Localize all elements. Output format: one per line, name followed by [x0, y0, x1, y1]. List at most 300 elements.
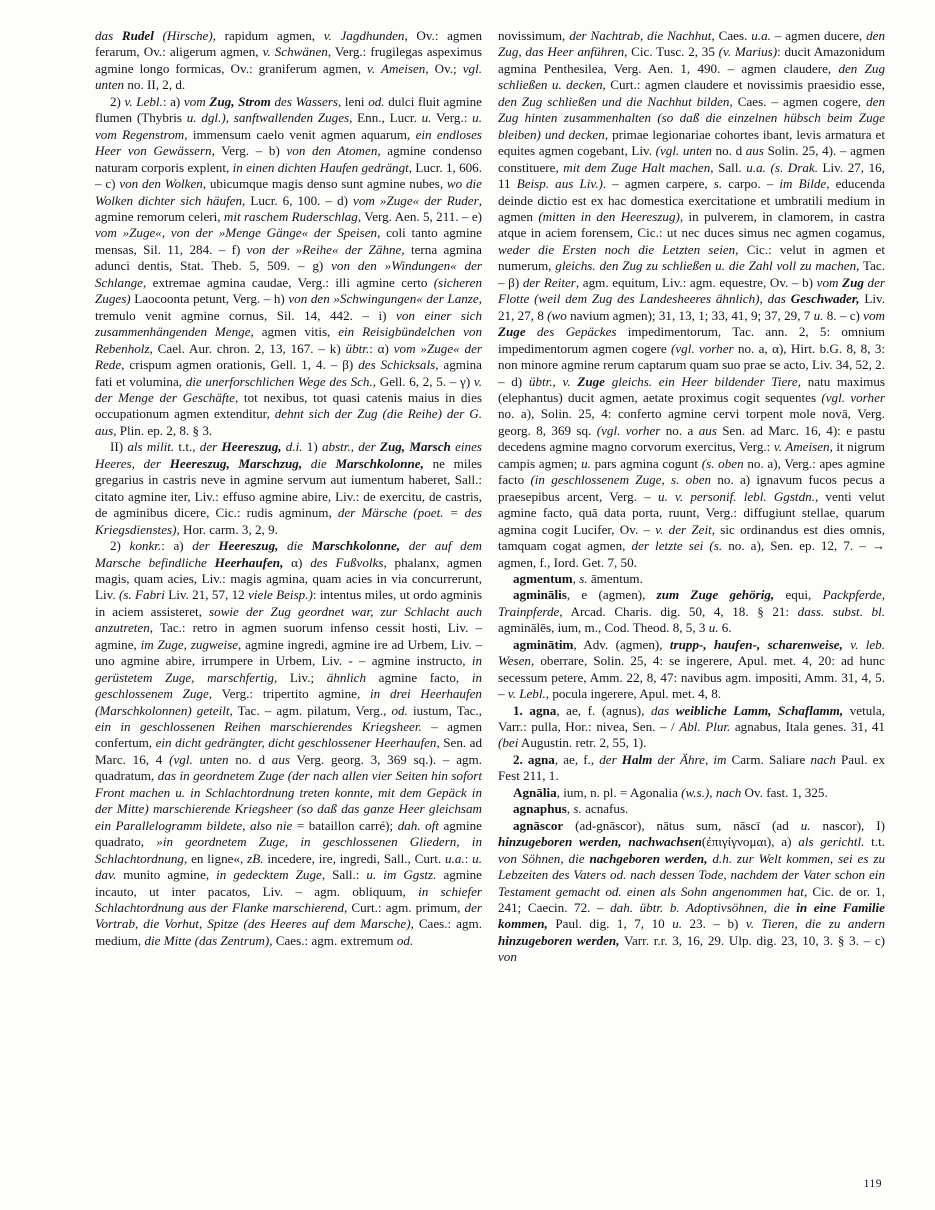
text-segment: Zuge [577, 373, 605, 389]
text-segment: konkr. [129, 538, 162, 554]
text-segment: von den Atomen [286, 143, 378, 159]
text-segment: in drei Heerhaufen (Marschkolonnen) geteilt [95, 686, 482, 718]
text-segment: ein endloses Heer von Gewässern [95, 126, 482, 159]
right-column [498, 28, 885, 966]
text-segment: no. II, 2, d. [124, 77, 186, 93]
text-segment: , Sall. [710, 159, 747, 175]
text-segment: , agmine remorum celeri, [95, 192, 482, 224]
text-segment: u. im Ggstz. [366, 867, 437, 883]
text-segment: Carm. Saliare [726, 751, 811, 767]
text-segment: aus [271, 751, 290, 767]
text-segment: , agmen vitis, [250, 324, 339, 340]
text-segment: Geschwader, [790, 291, 860, 307]
text-segment: , Curt.: agmen claudere et novissimis praesidio esse, [602, 77, 885, 93]
paragraph [498, 801, 885, 817]
text-segment: (in geschlossenem Zuge, s. oben [530, 472, 712, 488]
text-segment: u. [672, 916, 683, 932]
text-segment: , Gell. 6, 2, 5. – γ) [372, 373, 474, 389]
text-segment: , Caes.: agm. extremum [269, 932, 397, 948]
text-segment: als milit. [127, 439, 175, 455]
text-segment: v. Ameisen [367, 60, 426, 76]
text-segment: 8. – c) [823, 307, 864, 323]
text-segment: übtr. [345, 340, 370, 356]
text-segment: agmine facto, [366, 669, 472, 685]
text-segment: aus [698, 422, 717, 438]
text-segment: – agmen confertum, [95, 719, 482, 751]
text-segment: wo die Wolken dichter sich häufen [95, 176, 482, 208]
text-segment: t.t. [864, 834, 886, 850]
text-segment: mit raschem Ruderschlag [223, 208, 358, 224]
text-segment: von den Wolken [119, 176, 203, 192]
text-segment: Agnālia [513, 784, 557, 800]
text-segment: dehnt sich der Zug (die Reihe) der G. aus [95, 406, 483, 438]
text-segment: Heerhaufen, [214, 554, 284, 570]
text-segment: von einer sich zusammenhängenden Menge [95, 307, 483, 340]
text-segment: , Curt.: agm. primum, [344, 900, 465, 916]
text-segment: α) [283, 554, 311, 570]
text-segment: u. [421, 110, 432, 126]
text-segment: die Mitte (das Zentrum) [144, 932, 270, 948]
text-segment: , venti velut agmine facto, quā data porta, ruunt, Verg.: diffugiunt stellae, quarum agmina cogit Lucifer, Ov. – [498, 488, 885, 537]
text-segment: aus [745, 143, 764, 159]
text-segment: zum Zuge gehörig, [656, 587, 775, 603]
text-segment: v. Schwänen [262, 44, 328, 60]
text-segment: Ov. fast. 1, 325. [741, 784, 828, 800]
text-segment: no. d [228, 751, 272, 767]
text-segment: – agmen ducere, [770, 28, 867, 43]
text-segment: Verg.: [431, 110, 473, 126]
text-segment: Paul. ex Fest 211, 1. [498, 751, 885, 784]
text-segment: den Zug schließen und die Nachhut bilden [498, 93, 730, 109]
text-segment: , Sall.: [321, 867, 367, 883]
text-segment: der [192, 538, 219, 554]
text-segment: , agm. equitum, Liv.: agm. equestre, Ov. – b) [575, 274, 817, 290]
text-segment: no. a) ignavum fucos pecus a praesepibus arcent, Verg. – [498, 472, 885, 504]
text-segment: equi, [774, 587, 823, 603]
text-segment: Sen. ad Marc. 16, 4): e pastu decedens agmine magno corvorum exercitus, Verg.: [498, 422, 886, 455]
text-segment: iustum, Tac., [407, 702, 482, 718]
text-segment: v. der Zeit [655, 521, 712, 537]
text-segment: , Ov.; [425, 60, 463, 76]
text-segment: , [572, 570, 580, 586]
text-segment: Packpferde, Trainpferde [498, 587, 885, 619]
text-segment: u. dgl.) [186, 110, 226, 126]
text-segment: dah. oft [397, 817, 439, 833]
text-segment: 23. – b) [682, 916, 746, 932]
text-segment: von Söhnen, die [498, 850, 590, 866]
text-segment: von [498, 949, 517, 965]
text-segment: v. Jagdhunden [323, 28, 405, 43]
text-segment: sowie der Zug geordnet war, zur Schlacht auch anzutreten [95, 603, 482, 636]
text-segment: hinzugeboren werden, [498, 932, 620, 948]
text-segment: acnafus. [581, 801, 629, 817]
text-segment: , Lucr. 6, 100. – d) [242, 192, 354, 208]
text-segment: , natu maximus (elephantus) ducit agmen, aetate proximus cogit sequentes [498, 373, 885, 405]
text-segment: gleichs. den Zug zu schließen u. die Zahl voll zu machen [555, 258, 857, 274]
text-segment: , in pulverem, in clamorem, in castra atque in aciem forensem, Cic.: ut nec duces simus nec agmen cogamus, [498, 208, 885, 241]
text-segment: Liv. 21, 27, 8 [498, 291, 885, 323]
text-segment: u.a. (s. Drak. [746, 159, 818, 175]
text-segment: (ad-gnāscor), nātus sum, nāscī (ad [563, 817, 801, 833]
text-segment: : intentus miles, ut ordo agminis in aciem assisteret, [95, 587, 482, 619]
text-segment: munito agmine, [116, 867, 217, 883]
text-segment: u. [813, 307, 824, 323]
text-segment: 2. agna [513, 751, 555, 767]
text-segment: (vgl. unten [169, 751, 229, 767]
text-segment: des Fußvolks [310, 554, 384, 570]
text-segment: hinzugeboren werden, nachwachsen [498, 834, 702, 850]
text-segment: agmine incauto, ut inter pacatos, Liv. – agm. obliquum, [95, 867, 482, 899]
paragraph [498, 752, 885, 785]
text-segment: der Ähre, im [652, 751, 727, 767]
text-segment: , pocula ingerere, Apul. met. 4, 8. [545, 686, 722, 702]
text-segment: den Zug schließen u. decken [498, 60, 885, 93]
text-segment: , Tac. – β) [498, 258, 886, 290]
text-segment: Paul. dig. 1, 7, 10 [547, 916, 673, 932]
paragraph [498, 818, 885, 966]
text-segment: abstr., der [321, 439, 380, 455]
text-segment: sanftwallenden Zuges [233, 110, 350, 126]
text-segment: den Zug, das Heer anführen [498, 28, 885, 60]
text-segment: , coli tanto agmine mensas, Sil. 11, 284. – f) [95, 225, 482, 257]
text-segment: pars agmina cogunt [590, 455, 702, 471]
text-segment: , immensum caelo venit agmen aquarum, [184, 126, 416, 142]
text-segment: , crispum agmen orationis, Gell. 1, 4. – β) [121, 357, 359, 373]
text-segment: , agmine condenso naturam corporis explent, [95, 143, 482, 175]
text-segment: Zug [842, 274, 864, 290]
text-segment: agmine quadrato, [95, 817, 482, 850]
text-segment: , extremae agmina caudae, Verg.: illi agmine certo [143, 274, 434, 290]
text-segment: , Plin. ep. 2, 8. § 3. [113, 422, 213, 438]
text-segment: agnaphus [513, 801, 567, 817]
text-segment: dulci fluit agmine flumen (Thybris [95, 93, 482, 126]
text-segment: in einen dichten Haufen gedrängt [232, 159, 409, 175]
text-segment: , Ov.: agmen ferarum, Ov.: aligerum agmen, [95, 28, 483, 60]
text-segment: , Arcad. Charis. dig. 50, 4, 18. § 21: [559, 603, 798, 619]
text-segment: (v. Marius) [718, 44, 778, 60]
text-segment: , Enn., Lucr. [349, 110, 422, 126]
text-segment: , sic ordinandus est dies omnis, tamquam cogat agmen, [498, 521, 886, 554]
text-segment: , ubicumque magis denso sunt agmine nubes, [202, 176, 447, 192]
text-segment: , tot nexibus, tot quasi catenis maius in dies occupationum agmen extenditur, [95, 389, 482, 422]
text-segment: im Zuge, zugweise [140, 636, 239, 652]
text-segment: übtr., v. [528, 373, 578, 389]
text-segment: v. Lebl. [124, 93, 163, 109]
text-segment: den Zug hinten zusammenhalten (so daß die einzelnen hübsch beim Zuge bleiben) und decken [498, 93, 885, 142]
text-segment: in eine Familie kommen, [498, 900, 885, 932]
text-segment: , Cael. Aur. chron. 2, 13, 167. – k) [149, 340, 346, 356]
text-segment: 1) [302, 439, 322, 455]
text-segment: , Sen. ad Marc. 16, 4 [95, 735, 483, 767]
text-segment: (sicheren Zuges) [95, 274, 482, 307]
text-segment: Liv. 27, 16, 11 [498, 159, 885, 192]
text-segment: (ἐπιγίγνομαι), a) [701, 834, 799, 850]
text-segment: od. [368, 93, 385, 109]
text-segment: Beisp. aus Liv.) [516, 176, 603, 192]
text-segment: Heereszug, Marschzug, [169, 455, 303, 471]
text-segment: u. [800, 817, 811, 833]
text-segment: od. [396, 932, 414, 948]
text-segment: dah. übtr. b. Adoptivsöhnen, die [610, 900, 797, 916]
text-segment: zB. [247, 850, 264, 866]
text-segment: Rudel [121, 28, 154, 43]
text-segment: »in geordnetem Zuge, in geschlossenen Gliedern, in Schlachtordnung [95, 834, 482, 866]
text-segment: , Liv.; [274, 669, 327, 685]
text-segment: , oberrare, Solin. 25, 4: se ingerere, Apul. met. 4, 20: ad hunc secessum petere, Amm. 22, 8, 47: navibus agm. impositi, Amm. 31, 4, 5. – [498, 653, 885, 702]
text-segment: 6. [718, 620, 732, 636]
text-segment: dass. subst. bl. [797, 603, 885, 619]
text-segment: , ium, n. pl. = Agonalia [556, 784, 682, 800]
text-segment: Abl. Plur. [679, 719, 731, 735]
text-segment: vom [183, 93, 210, 109]
text-segment: ne miles gregarius in castris neve in agmine servum aut iumentum haberet, Sall.: citato agmine iter, Liv.: effuso agmine abire, Liv.: de exercitu, de castris, de agminibus dicere, Cic.: rudis agminum, [95, 455, 482, 521]
text-segment: no. a), Sen. ep. 12, 7. – → agmen, f., Iord. Get. 7, 50. [498, 538, 886, 570]
paragraph [95, 439, 482, 538]
text-segment: vgl. unten [95, 60, 482, 93]
text-segment: von den »Windungen« der Schlange [95, 258, 482, 290]
text-segment: u. v. personif. lebl. Ggstdn. [657, 488, 815, 504]
text-segment: Solin. 25, 4). – agmen constituere, [498, 143, 885, 175]
text-segment: , [225, 110, 234, 126]
text-segment: (vgl. vorher [596, 422, 661, 438]
paragraph [498, 587, 885, 636]
text-segment: ein Reisigbündelchen von Rebenholz [95, 324, 483, 356]
text-segment: Heereszug, [221, 439, 282, 455]
text-segment: , agmine ingredi, agmine ire ad Urbem, Liv. – uno agmine abire, irrumpere in Urbem, Liv. - – agmine instructo, [95, 636, 483, 669]
text-segment: eines Heeres, der [95, 439, 482, 471]
text-segment: novissimum, [498, 28, 570, 43]
text-segment: impedimentorum, Tac. ann. 2, 5: omnium impedimentorum agmen cogere [498, 324, 885, 356]
text-segment: die unerforschlichen Wege des Sch. [185, 373, 373, 389]
text-segment: v. Ameisen [773, 439, 830, 455]
text-segment: no. d [711, 143, 746, 159]
text-segment: das in geordnetem Zuge (der nach allen vier Seiten hin sofort Front machen u. in Schlachtordnung treten konnte, mit dem Gepäck in der Mitte) marschierende Kriegsheer (so daß das ganze Heer gleichsam ein Parallelogramm bildete, also nie [95, 768, 482, 833]
text-segment: Zug, Strom [209, 93, 271, 109]
text-segment: trupp-, haufen-, scharenweise, [669, 636, 843, 652]
text-segment: u.a. [445, 850, 465, 866]
text-segment: weder die Ersten noch die Letzten seien [498, 241, 736, 257]
text-segment: des Gepäckes [525, 324, 617, 340]
text-segment: der Märsche (poet. = des Kriegsdienstes) [95, 505, 482, 537]
text-segment: , Caes. [711, 28, 752, 43]
text-segment: d.i. [281, 439, 303, 455]
text-segment: , ae, f. (agnus), [556, 702, 651, 718]
text-segment: das [95, 28, 122, 43]
text-segment: viele Beisp.) [248, 587, 313, 603]
text-segment: s. [579, 570, 588, 586]
text-segment: , e (agmen), [566, 587, 657, 603]
text-segment: , educenda deinde dictio est ex hac domestica exercitatione et umbratili medium in agmen [498, 176, 886, 224]
text-segment: vom [863, 307, 885, 323]
text-segment: (s. oben [701, 455, 744, 471]
text-segment: agminātim [513, 636, 574, 652]
text-segment: 2) [110, 93, 125, 109]
text-segment: , Hor. carm. 3, 2, 9. [176, 521, 278, 537]
text-segment: in gerüstetem Zuge, marschfertig [95, 653, 482, 685]
text-segment: der auf dem Marsche befindliche [95, 538, 482, 570]
text-segment: od. [391, 702, 408, 718]
text-segment: (wo [547, 307, 567, 323]
text-segment: vom »Zuge« der Rede [95, 340, 482, 373]
text-segment: u. [708, 620, 719, 636]
text-segment: t.t., [174, 439, 200, 455]
text-segment: u. dav. [95, 850, 482, 883]
text-segment: , rapidum agmen, [212, 28, 324, 43]
paragraph [95, 538, 482, 949]
text-segment: , [566, 801, 574, 817]
text-segment: der Vortrab, die Vorhut, Spitze (des Heeres auf dem Marsche) [95, 900, 482, 932]
text-segment: , Adv. (agmen), [573, 636, 670, 652]
text-segment: nascor), I) [810, 817, 885, 833]
text-segment: agmentum [513, 570, 573, 586]
text-segment: Heereszug, [218, 538, 279, 554]
text-segment: der Nachtrab, die Nachhut [569, 28, 712, 43]
text-segment: , ae, f., [554, 751, 600, 767]
text-segment: 2) [110, 538, 130, 554]
text-segment: nach [810, 751, 836, 767]
text-segment: : α) [369, 340, 394, 356]
text-segment: , Verg.: frugilegas aspeximus agmine longo formicas, Ov.: graniferum agmen, [95, 44, 482, 76]
text-segment: , primae legionariae cohortes ibant, levis armatura et equites agmen cogebant, Liv. [498, 126, 885, 159]
text-segment: Marschkolonne, [335, 455, 424, 471]
text-segment: , it nigrum campis agmen; [498, 439, 885, 471]
paragraph [498, 28, 885, 571]
text-segment: no. a), Solin. 25, 4: conferto agmine cervi torpent mole novā, Verg. georg. 8, 369 sq. [498, 406, 885, 438]
text-segment: (s. Fabri [118, 587, 165, 603]
text-segment: , Verg. Aen. 5, 211. – e) [357, 208, 482, 224]
paragraph [498, 571, 885, 587]
text-segment: , Verg. – b) [211, 143, 287, 159]
text-segment: , en ligne«, [183, 850, 248, 866]
text-segment: nachgeboren werden, [589, 850, 708, 866]
text-segment: der Reiter [522, 274, 576, 290]
text-segment: Laocoonta petunt, Verg. – h) [130, 291, 289, 307]
text-segment: Marschkolonne, [311, 538, 401, 554]
text-segment: Halm [621, 751, 653, 767]
text-segment: der [199, 439, 222, 455]
paragraph [95, 28, 482, 94]
text-segment: , tremulo venit agmine cornus, Sil. 14, 442. – i) [95, 291, 482, 323]
text-segment: mit dem Zuge Halt machen [563, 159, 711, 175]
text-segment: von den »Schwingungen« der Lanze [288, 291, 479, 307]
text-segment: ähnlich [326, 669, 367, 685]
text-segment: der [599, 751, 622, 767]
text-segment: agnāscor [513, 817, 564, 833]
text-segment: navium agmen); 31, 13, 1; 33, 41, 9; 37, 29, 7 [566, 307, 814, 323]
text-segment: agnabus, Itala genes. 31, 41 [730, 719, 885, 735]
text-segment: (w.s.), nach [681, 784, 742, 800]
text-segment: ein in geschlossenen Reihen marschierendes Kriegsheer. [95, 719, 422, 735]
text-segment: in schiefer Schlachtordnung aus der Flanke marschierend [95, 883, 482, 916]
text-segment: in geschlossenem Zuge [95, 669, 482, 702]
text-segment: āmentum. [587, 570, 643, 586]
text-segment: 1. agna [513, 702, 557, 718]
text-segment: vetula, Varr.: pulla, Hor.: nivea, Sen. – / [498, 702, 885, 735]
text-segment: vom [816, 274, 843, 290]
text-segment: Augustin. retr. 2, 55, 1). [518, 735, 647, 751]
text-segment: , terna agmina adunci dentis, Stat. Theb. 5, 509. – g) [95, 241, 482, 274]
text-segment: gleichs. ein Heer bildender Tiere [605, 373, 798, 389]
paragraph [95, 94, 482, 440]
text-segment: s. [713, 176, 723, 192]
text-segment: no. a, α), Hirt. b.G. 8, 8, 3: non minore agmine rerum captarum quam suo prae se acto, Liv. 34, 52, 2. – d) [498, 340, 885, 389]
text-segment: (vgl. vorher [821, 389, 885, 405]
text-segment: , Tac.: retro in agmen suorum infenso cessit hosti, Liv. – agmine, [95, 620, 482, 652]
text-segment: u. [581, 455, 591, 471]
text-segment: (mitten in den Heereszug) [538, 208, 680, 224]
text-segment: der letzte sei (s. [631, 538, 723, 554]
left-column [95, 28, 482, 949]
text-segment: v. Tieren, die zu andern [745, 916, 885, 932]
text-segment: incedere, ire, ingredi, Sall., Curt. [263, 850, 446, 866]
text-segment: in gedecktem Zuge [216, 867, 322, 883]
text-segment: weibliche Lamm, Schaflamm, [675, 702, 844, 718]
text-segment: , Verg.: tripertito agmine, [208, 686, 371, 702]
page-number: 119 [863, 1178, 882, 1190]
paragraph [498, 785, 885, 801]
text-segment: vom »Zuge«, von der »Menge Gänge« der Speisen [95, 225, 378, 241]
text-segment: , Caes.: agm. medium, [95, 916, 482, 948]
text-segment: des Schicksals [358, 357, 436, 373]
text-segment: die [302, 455, 336, 471]
text-segment: II) [110, 439, 128, 455]
text-segment: , Cic.: velut in agmen et numerum, [498, 241, 886, 274]
text-segment: d.h. zur Welt kommen, sei es zu Lebzeiten des Vaters od. nach dessen Tode, nachdem der Vater schon ein Testament gemacht od. einen als Sohn angenommen hat [498, 850, 885, 899]
text-segment: Varr. r.r. 3, 16, 29. Ulp. dig. 23, 10, 3. § 3. – c) [619, 932, 885, 948]
text-segment: (Hirsche) [153, 28, 213, 43]
text-segment: (bei [498, 735, 519, 751]
text-segment: , phalanx, agmen magis, quam acies, Liv.: magis agmina, quam acies in via concurrerunt, Liv. [95, 554, 482, 603]
text-segment: das [650, 702, 676, 718]
text-segment: (vgl. unten [655, 143, 712, 159]
text-segment: : a) [161, 538, 193, 554]
text-segment: no. a), Verg.: apes agmine facto [498, 455, 885, 488]
text-segment: . – agmen carpere, [602, 176, 714, 192]
paragraph [498, 703, 885, 752]
text-segment: agminālēs, ium, m., Cod. Theod. 8, 5, 3 [498, 620, 709, 636]
text-segment: u. vom Regenstrom [95, 110, 482, 142]
text-segment: , Cic. Tusc. 2, 35 [624, 44, 719, 60]
text-segment: v. Lebl. [507, 686, 546, 702]
text-segment: : ducit Amazonidum agmina Penthesilea, Verg. Aen. 1, 490. – agmen claudere, [498, 44, 886, 76]
text-segment: , Tac. – agm. pilatum, Verg., [229, 702, 392, 718]
text-segment: = bataillon carré); [296, 817, 398, 833]
text-segment: der Flotte (weil dem Zug des Landesheeres ähnlich), das [498, 274, 885, 307]
text-segment: , leni [338, 93, 369, 109]
text-segment: u.a. [751, 28, 771, 43]
text-segment: , Cic. de or. 1, 241; Caecin. 72. – [498, 883, 885, 916]
text-segment: Zug, Marsch [379, 439, 451, 455]
text-segment: agminālis [513, 587, 567, 603]
text-segment: no. a [660, 422, 699, 438]
text-segment: v. leb. Wesen [498, 636, 885, 669]
text-segment: Liv. 21, 57, 12 [164, 587, 249, 603]
text-segment: Verg. georg. 3, 369 sq.). – agm. quadratum, [95, 751, 483, 784]
paragraph [498, 637, 885, 703]
text-segment: ein dicht gedrängter, dicht geschlossener Heerhaufen [155, 735, 437, 751]
text-segment: s. [573, 801, 582, 817]
text-segment: vom »Zuge« der Ruder [353, 192, 479, 208]
text-segment: : [464, 850, 473, 866]
text-segment: von der »Reihe« der Zähne [246, 241, 402, 257]
text-segment: , agmina fati et volumina, [95, 357, 482, 389]
text-segment: im Bilde [779, 176, 827, 192]
text-segment: Zuge [498, 324, 526, 340]
text-segment: (vgl. vorher [670, 340, 734, 356]
text-segment: : a) [162, 93, 184, 109]
text-segment: , Lucr. 1, 606. – c) [95, 159, 482, 192]
text-segment: , Caes. – agmen cogere, [729, 93, 867, 109]
